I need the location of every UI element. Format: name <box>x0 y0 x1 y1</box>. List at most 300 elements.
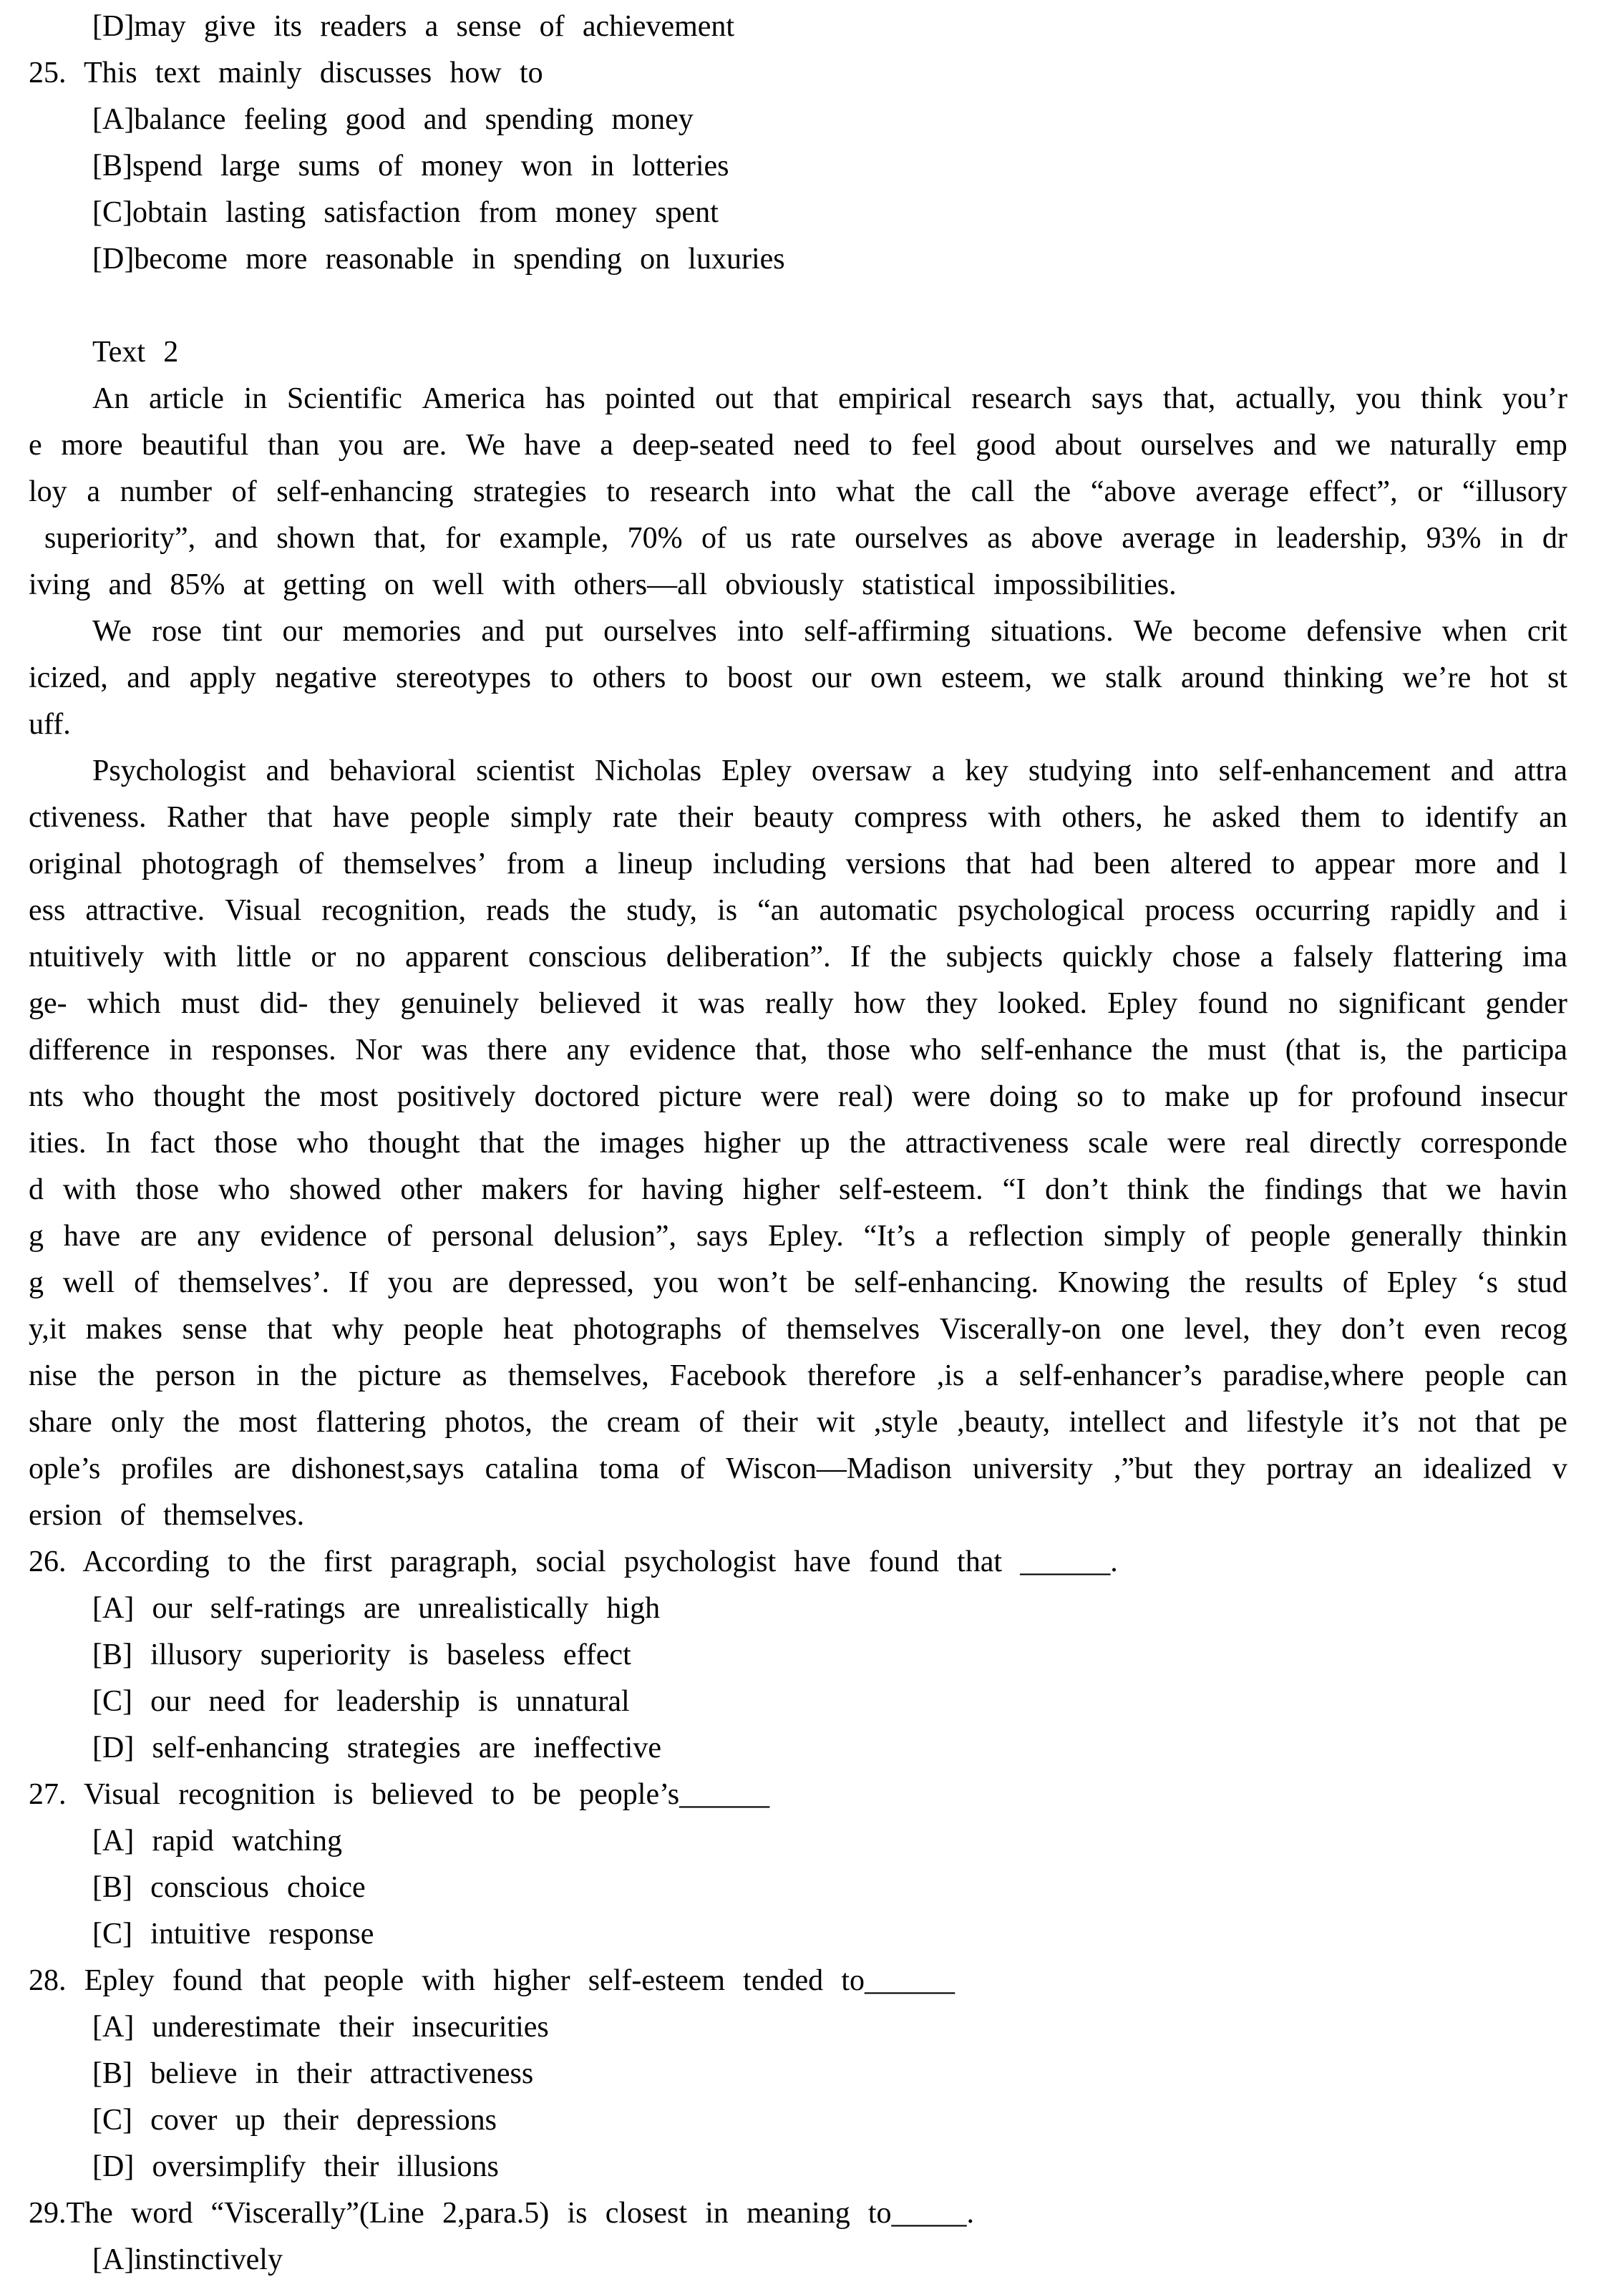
word: ,style <box>873 1406 938 1439</box>
word: been <box>1093 848 1151 880</box>
word: a <box>985 1359 998 1392</box>
word: an <box>1373 1452 1403 1485</box>
word: that <box>267 801 313 834</box>
word: people <box>409 801 490 834</box>
word: than <box>268 429 320 462</box>
word: Facebook <box>669 1359 787 1392</box>
word: naturally <box>1389 429 1497 462</box>
word: Visual <box>225 894 302 927</box>
word: people <box>1250 1220 1331 1253</box>
word: they <box>1270 1313 1322 1346</box>
word: why <box>331 1313 384 1346</box>
word: the <box>551 1406 588 1439</box>
word: won’t <box>717 1266 787 1299</box>
word: fact <box>150 1127 195 1160</box>
word: so <box>1076 1080 1104 1113</box>
word: we’re <box>1402 661 1472 694</box>
word: paradise,where <box>1222 1359 1404 1392</box>
word: Scientific <box>286 382 402 415</box>
word: we <box>1336 429 1371 462</box>
word: the <box>183 1406 220 1439</box>
word: Wiscon—Madison <box>726 1452 952 1485</box>
word: y,it <box>29 1313 67 1346</box>
word: boost <box>727 661 793 694</box>
word: above <box>1031 522 1103 555</box>
word: catalina <box>485 1452 579 1485</box>
word: havin <box>1500 1173 1567 1206</box>
word: are <box>452 1266 489 1299</box>
word: any <box>566 1034 611 1067</box>
word: a <box>931 754 945 787</box>
text-line: [D]become more reasonable in spending on luxuries <box>92 243 785 276</box>
word: what <box>836 475 895 508</box>
text-line <box>29 1120 1567 1167</box>
word: no <box>1288 987 1318 1020</box>
word: the <box>1152 1034 1189 1067</box>
word: the <box>569 894 607 927</box>
text-line: iving and 85% at getting on well with others—all obviously statistical impossibilities. <box>29 568 1177 601</box>
word: our <box>282 615 323 648</box>
word: showed <box>289 1173 381 1206</box>
word: “an <box>757 894 799 927</box>
word: of <box>231 475 257 508</box>
word: behavioral <box>329 754 457 787</box>
text-line <box>29 934 1567 981</box>
text-line: [B] conscious choice <box>92 1871 366 1904</box>
word: results <box>1245 1266 1323 1299</box>
word: scientist <box>476 754 575 787</box>
word: apparent <box>405 941 509 973</box>
word: stereotypes <box>396 661 532 694</box>
word: says <box>696 1220 749 1253</box>
word: ople’s <box>29 1452 101 1485</box>
word: to <box>1271 848 1295 880</box>
word: insecur <box>1480 1080 1567 1113</box>
word: looked. <box>998 987 1087 1020</box>
word: higher <box>742 1173 820 1206</box>
word: real) <box>837 1080 893 1113</box>
word: rate <box>612 801 658 834</box>
word: identify <box>1425 801 1519 834</box>
word: rose <box>152 615 203 648</box>
text-line <box>29 422 1567 469</box>
word: thought <box>153 1080 245 1113</box>
word: 70% <box>627 522 683 555</box>
word: were <box>760 1080 820 1113</box>
word: participa <box>1462 1034 1567 1067</box>
word: process <box>1144 894 1235 927</box>
word: themselves <box>786 1313 920 1346</box>
word: a <box>600 429 613 462</box>
word: genuinely <box>400 987 519 1020</box>
word: for <box>445 522 481 555</box>
word: more <box>1414 848 1477 880</box>
word: thinking <box>1283 661 1384 694</box>
word: strategies <box>473 475 587 508</box>
word: “I <box>1002 1173 1026 1206</box>
word: cream <box>606 1406 681 1439</box>
word: any <box>197 1220 240 1253</box>
word: you <box>338 429 384 462</box>
text-line: 25. This text mainly discusses how to <box>29 57 543 89</box>
word: Epley. <box>768 1220 844 1253</box>
word: call <box>971 475 1015 508</box>
text-line: ersion of themselves. <box>29 1499 305 1532</box>
word: stud <box>1517 1266 1567 1299</box>
word: generally <box>1350 1220 1463 1253</box>
word: to <box>1381 801 1405 834</box>
word: little <box>236 941 292 973</box>
text-line: [A] underestimate their insecurities <box>92 2011 549 2044</box>
word: profiles <box>121 1452 213 1485</box>
word: become <box>1192 615 1287 648</box>
word: you’r <box>1502 382 1567 415</box>
word: idealized <box>1423 1452 1532 1485</box>
word: flattering <box>316 1406 427 1439</box>
word: We <box>1133 615 1173 648</box>
word: the <box>300 1359 337 1392</box>
word: attra <box>1514 754 1567 787</box>
word: occurring <box>1255 894 1371 927</box>
word: empirical <box>838 382 952 415</box>
word: those <box>135 1173 200 1206</box>
word: conscious <box>527 941 647 973</box>
word: versions <box>845 848 946 880</box>
word: attractiveness <box>905 1127 1069 1160</box>
word: up <box>799 1127 830 1160</box>
word: one <box>1121 1313 1164 1346</box>
word: recog <box>1500 1313 1567 1346</box>
word: you <box>1356 382 1401 415</box>
word: research <box>971 382 1072 415</box>
text-line: [D] self-enhancing strategies are ineffective <box>92 1732 661 1764</box>
word: with <box>163 941 217 973</box>
word: and <box>214 522 258 555</box>
word: others, <box>1061 801 1143 834</box>
word: who <box>218 1173 271 1206</box>
text-line <box>29 981 1567 1027</box>
word: flattering <box>1392 941 1503 973</box>
text-line <box>29 888 1567 934</box>
word: we <box>1051 661 1086 694</box>
word: has <box>545 382 585 415</box>
word: responses. <box>211 1034 336 1067</box>
word: Knowing <box>1057 1266 1170 1299</box>
word: ge- <box>29 987 67 1020</box>
word: ourselves <box>1140 429 1255 462</box>
word: In <box>105 1127 131 1160</box>
word: i <box>1559 894 1567 927</box>
word: ess <box>29 894 66 927</box>
word: others <box>592 661 666 694</box>
text-line <box>29 1167 1567 1213</box>
word: a <box>584 848 598 880</box>
word: Epley <box>721 754 792 787</box>
word: thought <box>368 1127 460 1160</box>
word: doing <box>989 1080 1058 1113</box>
text-line: [D]may give its readers a sense of achievement <box>92 10 735 43</box>
word: that, <box>1162 382 1216 415</box>
word: simply <box>1103 1220 1186 1253</box>
word: no <box>355 941 386 973</box>
word: rate <box>791 522 836 555</box>
word: about <box>1054 429 1122 462</box>
word: who <box>82 1080 135 1113</box>
text-line <box>29 748 1567 795</box>
word: our <box>811 661 852 694</box>
word: doctored <box>534 1080 640 1113</box>
word: reflection <box>968 1220 1084 1253</box>
word: wit <box>816 1406 855 1439</box>
word: for <box>1297 1080 1333 1113</box>
word: self-enhancer’s <box>1018 1359 1202 1392</box>
text-line <box>29 1399 1567 1446</box>
word: ourselves <box>855 522 968 555</box>
text-line <box>29 1213 1567 1260</box>
word: their <box>678 801 734 834</box>
word: up <box>1248 1080 1279 1113</box>
word: crit <box>1527 615 1567 648</box>
word: quickly <box>1062 941 1153 973</box>
word: depressed, <box>507 1266 634 1299</box>
word: a <box>935 1220 949 1253</box>
word: feel <box>911 429 957 462</box>
word: you <box>387 1266 433 1299</box>
word: findings <box>1264 1173 1363 1206</box>
word: ,is <box>936 1359 965 1392</box>
word: and <box>1495 894 1540 927</box>
word: rapidly <box>1390 894 1476 927</box>
word: self-enhancing. <box>854 1266 1039 1299</box>
word: recognition, <box>321 894 467 927</box>
word: l <box>1559 848 1567 880</box>
word: be <box>806 1266 835 1299</box>
word: must <box>1207 1034 1266 1067</box>
text-line: [A] our self-ratings are unrealistically high <box>92 1592 661 1625</box>
word: ntuitively <box>29 941 144 973</box>
word: of <box>701 522 726 555</box>
word: in <box>243 382 268 415</box>
text-line <box>29 469 1567 515</box>
word: toma <box>599 1452 660 1485</box>
word: to <box>606 475 631 508</box>
word: have <box>63 1220 121 1253</box>
word: to <box>869 429 893 462</box>
word: including <box>712 848 827 880</box>
word: having <box>641 1173 724 1206</box>
word: that, <box>755 1034 808 1067</box>
word: themselves’. <box>178 1266 330 1299</box>
word: in <box>1234 522 1258 555</box>
word: out <box>715 382 754 415</box>
word: of <box>386 1220 412 1253</box>
word: university <box>972 1452 1093 1485</box>
text-line: [B] illusory superiority is baseless effect <box>92 1638 631 1671</box>
word: Rather <box>166 801 247 834</box>
text-line: [A]instinctively <box>92 2243 283 2276</box>
word: “above <box>1090 475 1176 508</box>
word: who <box>296 1127 349 1160</box>
word: which <box>87 987 161 1020</box>
word: don’t <box>1045 1173 1108 1206</box>
word: leadership, <box>1276 522 1408 555</box>
word: themselves’ <box>343 848 487 880</box>
text-line <box>29 1260 1567 1306</box>
text-line <box>29 376 1567 422</box>
word: ourselves <box>603 615 717 648</box>
word: he <box>1163 801 1192 834</box>
word: g <box>29 1220 44 1253</box>
word: dishonest,says <box>291 1452 465 1485</box>
word: that <box>773 382 819 415</box>
word: as <box>462 1359 487 1392</box>
word: to <box>550 661 574 694</box>
word: a <box>1260 941 1274 973</box>
word: into <box>769 475 817 508</box>
word: simply <box>510 801 593 834</box>
text-line <box>29 1027 1567 1074</box>
word: Epley <box>1386 1266 1457 1299</box>
word: people <box>1424 1359 1505 1392</box>
word: to <box>1122 1080 1146 1113</box>
word: loy <box>29 475 67 508</box>
word: icized, <box>29 661 108 694</box>
word: intellect <box>1069 1406 1166 1439</box>
word: that, <box>374 522 427 555</box>
word: the <box>1208 1173 1245 1206</box>
word: ,”but <box>1114 1452 1173 1485</box>
word: We <box>92 615 132 648</box>
word: even <box>1424 1313 1481 1346</box>
word: did- <box>259 987 308 1020</box>
word: asked <box>1212 801 1280 834</box>
word: as <box>987 522 1013 555</box>
word: put <box>545 615 583 648</box>
word: they <box>328 987 381 1020</box>
word: photogragh <box>142 848 279 880</box>
word: difference <box>29 1034 150 1067</box>
word: “It’s <box>863 1220 915 1253</box>
word: pointed <box>605 382 696 415</box>
word: “illusory <box>1462 475 1567 508</box>
word: you <box>653 1266 699 1299</box>
word: or <box>1417 475 1443 508</box>
word: oversaw <box>811 754 912 787</box>
word: d <box>29 1173 44 1206</box>
word: an <box>1539 801 1567 834</box>
word: have <box>332 801 390 834</box>
word: really <box>765 987 834 1020</box>
word: and <box>266 754 310 787</box>
word: pe <box>1539 1406 1567 1439</box>
word: tint <box>222 615 263 648</box>
word: scale <box>1088 1127 1149 1160</box>
text-line: Text 2 <box>92 336 179 369</box>
text-line: [C]obtain lasting satisfaction from money spent <box>92 196 719 229</box>
word: and <box>481 615 525 648</box>
word: was <box>698 987 745 1020</box>
word: stalk <box>1105 661 1162 694</box>
word: reads <box>486 894 550 927</box>
word: study, <box>626 894 698 927</box>
word: we <box>1446 1173 1482 1206</box>
text-line: [C] our need for leadership is unnatural <box>92 1685 630 1718</box>
word: compress <box>854 801 968 834</box>
word: images <box>599 1127 685 1160</box>
word: believed <box>539 987 641 1020</box>
word: Nicholas <box>594 754 702 787</box>
text-line: [A]balance feeling good and spending money <box>92 103 694 136</box>
word: situations. <box>991 615 1114 648</box>
word: a <box>87 475 100 508</box>
word: article <box>149 382 224 415</box>
word: real <box>1245 1127 1290 1160</box>
text-line <box>29 1306 1567 1353</box>
word: or <box>311 941 336 973</box>
word: Psychologist <box>92 754 246 787</box>
word: personal <box>432 1220 534 1253</box>
word: into <box>736 615 784 648</box>
word: average <box>1122 522 1215 555</box>
word: appear <box>1314 848 1395 880</box>
word: need <box>793 429 850 462</box>
text-line <box>29 795 1567 841</box>
word: studying <box>1028 754 1132 787</box>
word: 93% <box>1426 522 1482 555</box>
word: picture <box>358 1359 442 1392</box>
word: that <box>267 1313 313 1346</box>
word: the <box>914 475 951 508</box>
word: higher <box>704 1127 781 1160</box>
word: and <box>1273 429 1317 462</box>
word: self-esteem. <box>838 1173 983 1206</box>
word: (that <box>1285 1034 1341 1067</box>
word: other <box>400 1173 462 1206</box>
word: are <box>140 1220 178 1253</box>
word: If <box>348 1266 369 1299</box>
word: defensive <box>1306 615 1422 648</box>
word: therefore <box>807 1359 916 1392</box>
word: in <box>1499 522 1524 555</box>
word: that <box>966 848 1011 880</box>
word: corresponde <box>1420 1127 1567 1160</box>
word: into <box>1152 754 1199 787</box>
text-line <box>29 1353 1567 1399</box>
word: original <box>29 848 122 880</box>
word: of <box>741 1313 767 1346</box>
word: found <box>1197 987 1268 1020</box>
word: If <box>850 941 870 973</box>
word: of <box>298 848 324 880</box>
word: and <box>127 661 170 694</box>
word: that <box>1474 1406 1520 1439</box>
word: average <box>1195 475 1289 508</box>
word: deliberation”. <box>666 941 831 973</box>
word: and <box>1184 1406 1228 1439</box>
word: ima <box>1522 941 1567 973</box>
word: altered <box>1170 848 1253 880</box>
text-line: 26. According to the first paragraph, social psychologist have found that ______. <box>29 1545 1118 1578</box>
word: must <box>180 987 240 1020</box>
word: well <box>62 1266 115 1299</box>
word: evidence <box>628 1034 736 1067</box>
word: Epley <box>1107 987 1178 1020</box>
word: deep-seated <box>632 429 774 462</box>
word: of <box>1342 1266 1368 1299</box>
word: ,beauty, <box>956 1406 1051 1439</box>
word: in <box>169 1034 193 1067</box>
word: those <box>827 1034 891 1067</box>
